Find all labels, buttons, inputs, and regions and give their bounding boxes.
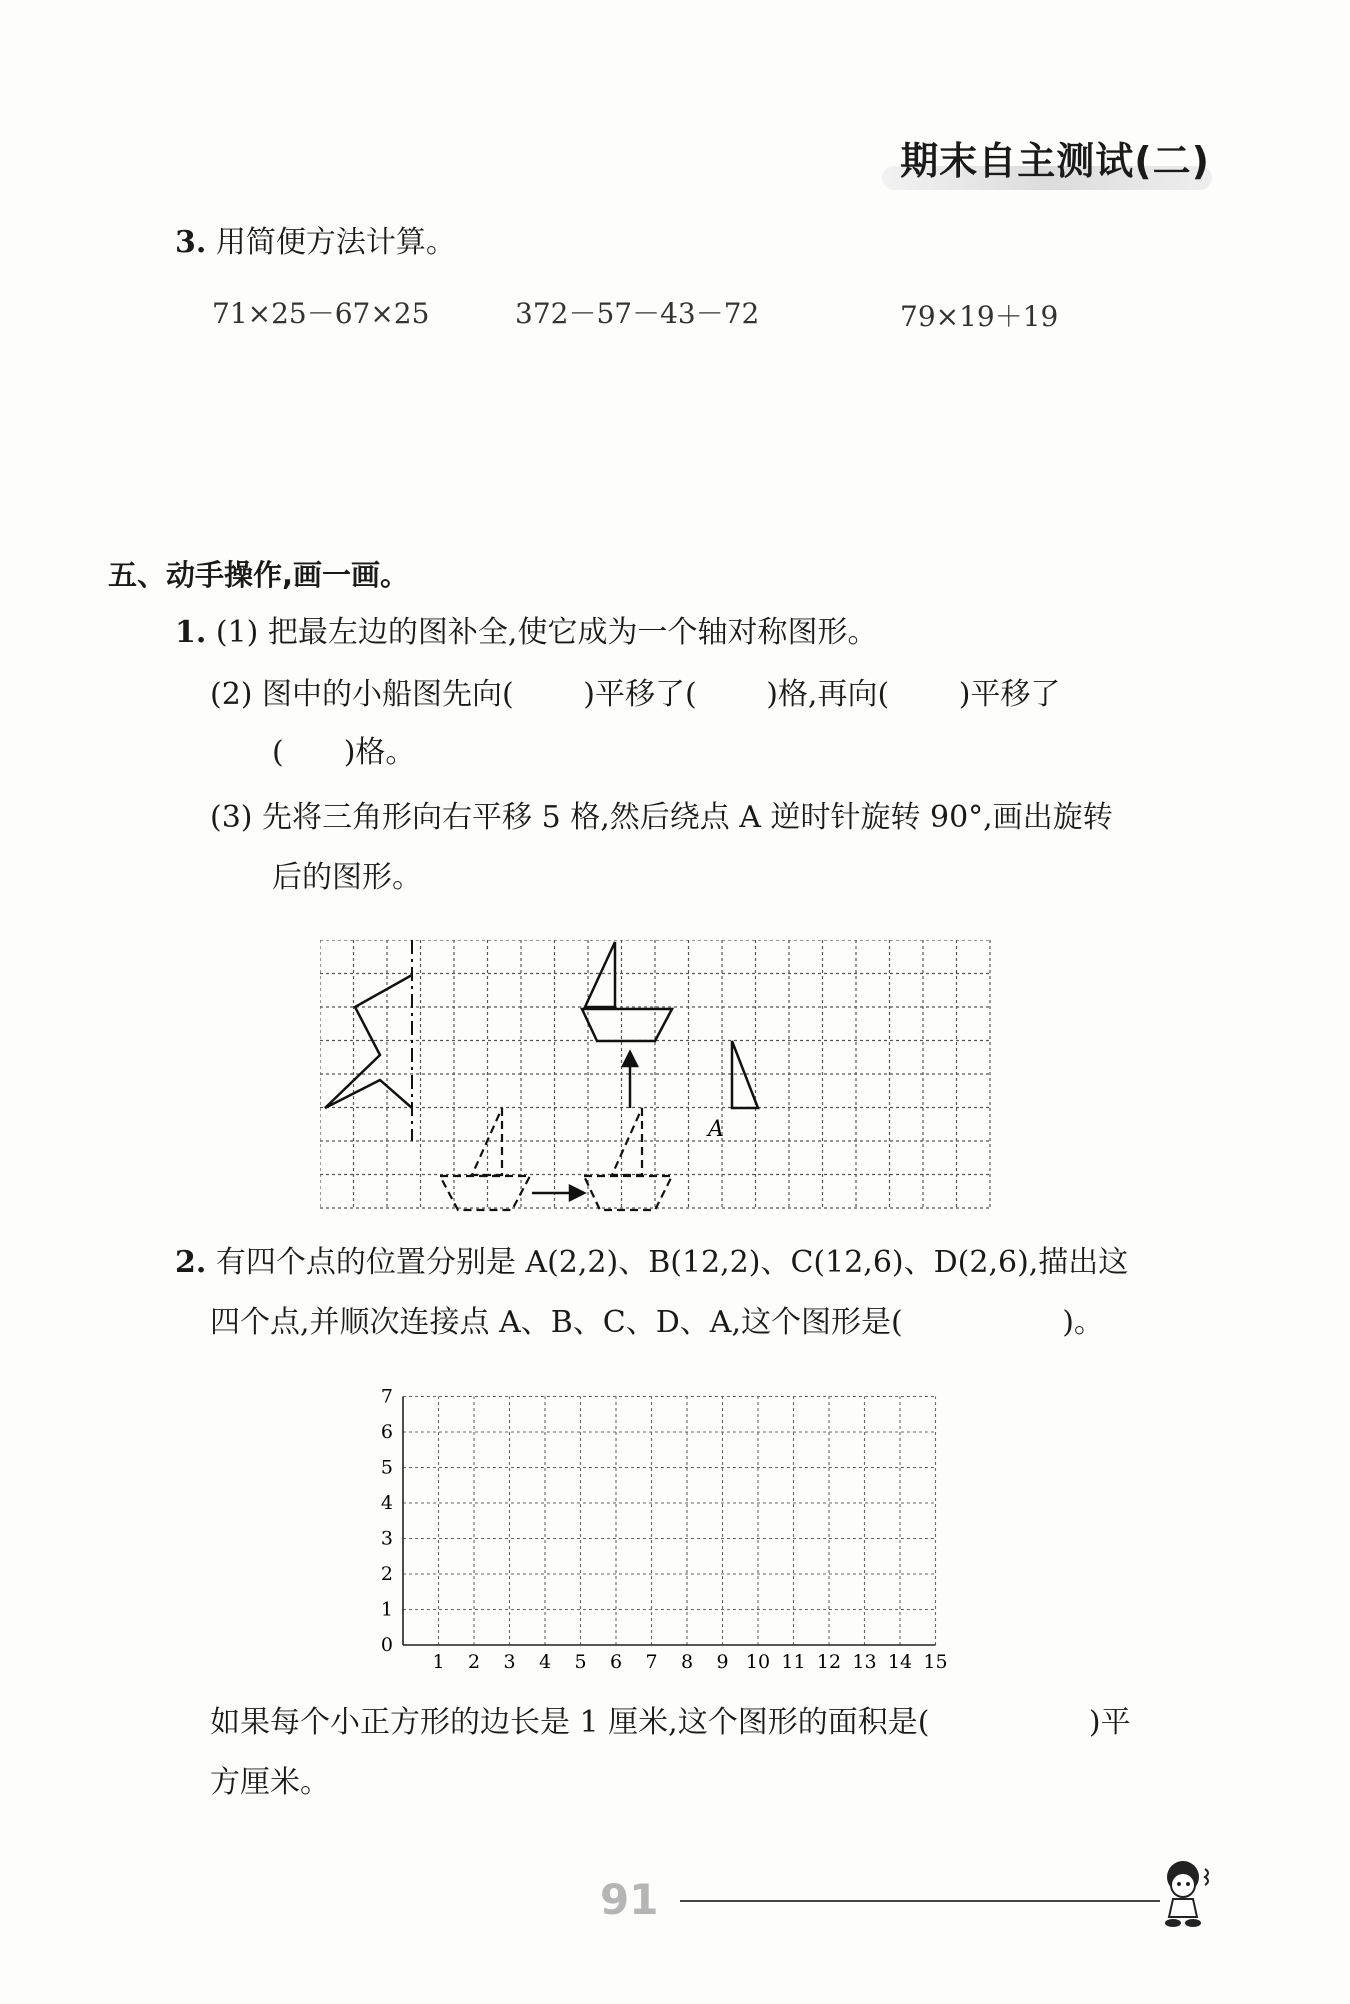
x-tick-label: 7 <box>645 1651 658 1673</box>
y-axis-ticks <box>381 1386 393 1657</box>
y-tick-label: 5 <box>380 1456 393 1479</box>
part-1-text: (1) 把最左边的图补全,使它成为一个轴对称图形。 <box>215 615 878 650</box>
page-number: 91 <box>600 1875 659 1924</box>
question-2-text: 有四个点的位置分别是 A(2,2)、B(12,2)、C(12,6)、D(2,6),描出这 <box>215 1245 1129 1280</box>
coordinate-grid <box>355 1385 955 1685</box>
question-1-part-2-line-1: (2) 图中的小船图先向( )平移了( )格,再向( )平移了 <box>210 677 1061 712</box>
transformation-grid <box>320 940 1000 1220</box>
x-tick-label: 3 <box>503 1651 516 1673</box>
x-tick-label: 13 <box>852 1651 877 1673</box>
x-tick-label: 15 <box>923 1651 948 1673</box>
calc-expression-3: 79×19＋19 <box>900 300 1059 333</box>
half-figure-shape <box>325 975 412 1108</box>
question-3 <box>175 225 456 261</box>
area-question-line-1: 如果每个小正方形的边长是 1 厘米,这个图形的面积是( )平 <box>210 1705 1131 1740</box>
y-tick-label: 7 <box>380 1385 393 1408</box>
x-tick-label: 12 <box>816 1651 842 1673</box>
question-2-line-2: 四个点,并顺次连接点 A、B、C、D、A,这个图形是( )。 <box>210 1305 1104 1340</box>
x-tick-label: 6 <box>609 1651 623 1673</box>
question-1-part-3-line-1: (3) 先将三角形向右平移 5 格,然后绕点 A 逆时针旋转 90°,画出旋转 <box>210 800 1113 835</box>
x-tick-label: 5 <box>574 1651 587 1673</box>
section-title: 五、动手操作,画一画。 <box>108 558 410 592</box>
question-1-part-1 <box>175 615 877 651</box>
area-question-line-2: 方厘米。 <box>210 1765 330 1800</box>
boat-bottom-right <box>584 1108 672 1210</box>
mascot-icon <box>1145 1855 1225 1935</box>
x-tick-label: 11 <box>781 1651 806 1673</box>
question-prompt: 用简便方法计算。 <box>215 225 456 260</box>
point-a-label: A <box>708 1117 724 1142</box>
x-tick-label: 1 <box>432 1651 445 1673</box>
question-2-line-1 <box>175 1245 1128 1281</box>
boat-top <box>582 942 672 1041</box>
x-axis-ticks <box>432 1651 947 1673</box>
question-1-part-2-line-2: ( )格。 <box>272 735 416 770</box>
question-number: 1. <box>175 615 207 650</box>
x-tick-label: 14 <box>887 1651 913 1673</box>
footer-rule <box>680 1900 1160 1902</box>
x-tick-label: 10 <box>745 1651 771 1673</box>
calc-expression-2: 372－57－43－72 <box>515 297 760 330</box>
grid-lines <box>320 940 990 1208</box>
x-tick-label: 8 <box>680 1651 694 1673</box>
axes <box>403 1397 936 1646</box>
y-tick-label: 1 <box>380 1598 393 1621</box>
y-tick-label: 0 <box>380 1634 393 1656</box>
question-1-part-3-line-2: 后的图形。 <box>272 860 422 895</box>
y-tick-label: 6 <box>380 1421 393 1443</box>
page-title: 期末自主测试(二) <box>900 139 1210 183</box>
x-tick-label: 2 <box>467 1651 481 1673</box>
question-number: 2. <box>175 1245 207 1280</box>
y-tick-label: 2 <box>380 1563 393 1585</box>
calc-expression-1: 71×25－67×25 <box>212 297 430 330</box>
question-number: 3. <box>175 225 207 260</box>
y-tick-label: 4 <box>380 1492 393 1514</box>
y-tick-label: 3 <box>380 1527 393 1550</box>
arrow-up-icon <box>623 1052 637 1108</box>
grid-lines <box>403 1397 936 1646</box>
x-tick-label: 4 <box>538 1651 552 1673</box>
x-tick-label: 9 <box>716 1651 729 1673</box>
arrow-right-icon <box>532 1186 584 1200</box>
